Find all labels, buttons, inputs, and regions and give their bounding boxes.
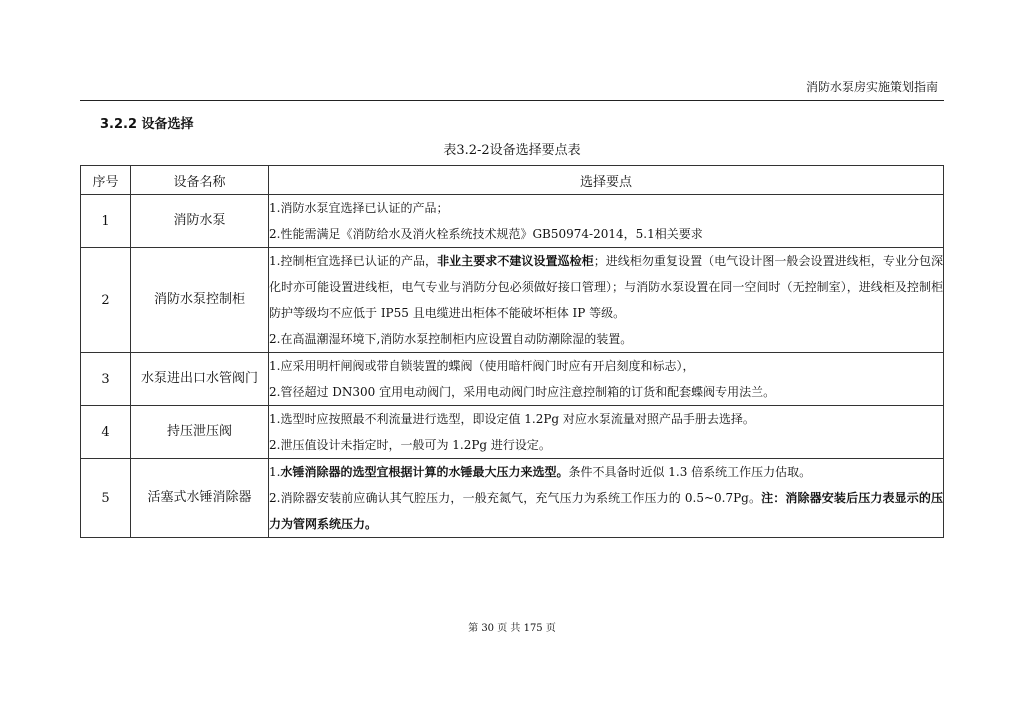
row-number: 4 [81,406,131,459]
table-body [81,195,944,538]
document-title-header: 消防水泵房实施策划指南 [805,80,938,94]
row-number: 5 [81,459,131,538]
equipment-name: 持压泄压阀 [131,406,269,459]
point-text: 2.性能需满足《消防给水及消火栓系统技术规范》GB50974-2014，5.1相关要求 [269,227,703,241]
header-name: 设备名称 [131,166,269,195]
row-number: 3 [81,353,131,406]
selection-points [269,248,944,353]
selection-point [269,221,943,247]
selection-point [269,406,943,432]
selection-point [269,432,943,458]
equipment-name: 消防水泵控制柜 [131,248,269,353]
table-row [81,353,944,406]
table-row [81,459,944,538]
table-caption: 表3.2-2设备选择要点表 [443,143,581,158]
table-row [81,248,944,353]
point-text: 2.管径超过 DN300 宜用电动阀门，采用电动阀门时应注意控制箱的订货和配套蝶阀专用法兰。 [269,385,776,399]
header-no: 序号 [81,166,131,195]
point-text: 1.应采用明杆闸阀或带自锁装置的蝶阀（使用暗杆阀门时应有开启刻度和标志）， [269,359,695,373]
point-text: 1.消防水泵宜选择已认证的产品； [269,201,449,215]
table-row [81,406,944,459]
point-text: 2.消除器安装前应确认其气腔压力，一般充氮气，充气压力为系统工作压力的 0.5~0.7Pg。 [269,491,762,505]
selection-point [269,326,943,352]
header-points: 选择要点 [269,166,944,195]
table-row [81,195,944,248]
selection-points [269,353,944,406]
point-text: 1.选型时应按照最不利流量进行选型，即设定值 1.2Pg 对应水泵流量对照产品手册去选择。 [269,412,755,426]
selection-point [269,379,943,405]
point-text: 条件不具备时近似 1.3 倍系统工作压力估取。 [568,465,812,479]
section-heading: 3.2.2 设备选择 [100,117,194,132]
selection-points [269,459,944,538]
selection-point [269,248,943,326]
point-text: 2.在高温潮湿环境下,消防水泵控制柜内应设置自动防潮除湿的装置。 [269,332,633,346]
selection-point [269,195,943,221]
emphasis-text: 水锤消除器的选型宜根据计算的水锤最大压力来选型。 [280,465,569,479]
equipment-name: 水泵进出口水管阀门 [131,353,269,406]
row-number: 1 [81,195,131,248]
selection-point [269,485,943,537]
table-header-row [81,166,944,195]
equipment-name: 消防水泵 [131,195,269,248]
emphasis-text: 非业主要求不建议设置巡检柜 [437,254,594,268]
selection-points [269,195,944,248]
emphasis-text: 注：消除器安装后压力表显示的压力为管网系统压力。 [269,491,943,531]
selection-point [269,353,943,379]
row-number: 2 [81,248,131,353]
point-text: 1.控制柜宜选择已认证的产品， [269,254,438,268]
point-text: 1. [269,465,281,479]
equipment-name: 活塞式水锤消除器 [131,459,269,538]
point-text: ；进线柜勿重复设置（电气设计图一般会设置进线柜，专业分包深化时亦可能设置进线柜，电气专业与消防分包必须做好接口管理）；与消防水泵设置在同一空间时（无控制室），进线柜及控制柜防护等级均不应低于 IP55 且电缆进出柜体不能破坏柜体 IP 等级。 [269,254,943,320]
selection-points [269,406,944,459]
page-number: 第 30 页 共 175 页 [468,623,556,634]
selection-point [269,459,943,485]
equipment-selection-table [80,165,944,538]
header-divider [80,100,944,101]
point-text: 2.泄压值设计未指定时，一般可为 1.2Pg 进行设定。 [269,438,551,452]
